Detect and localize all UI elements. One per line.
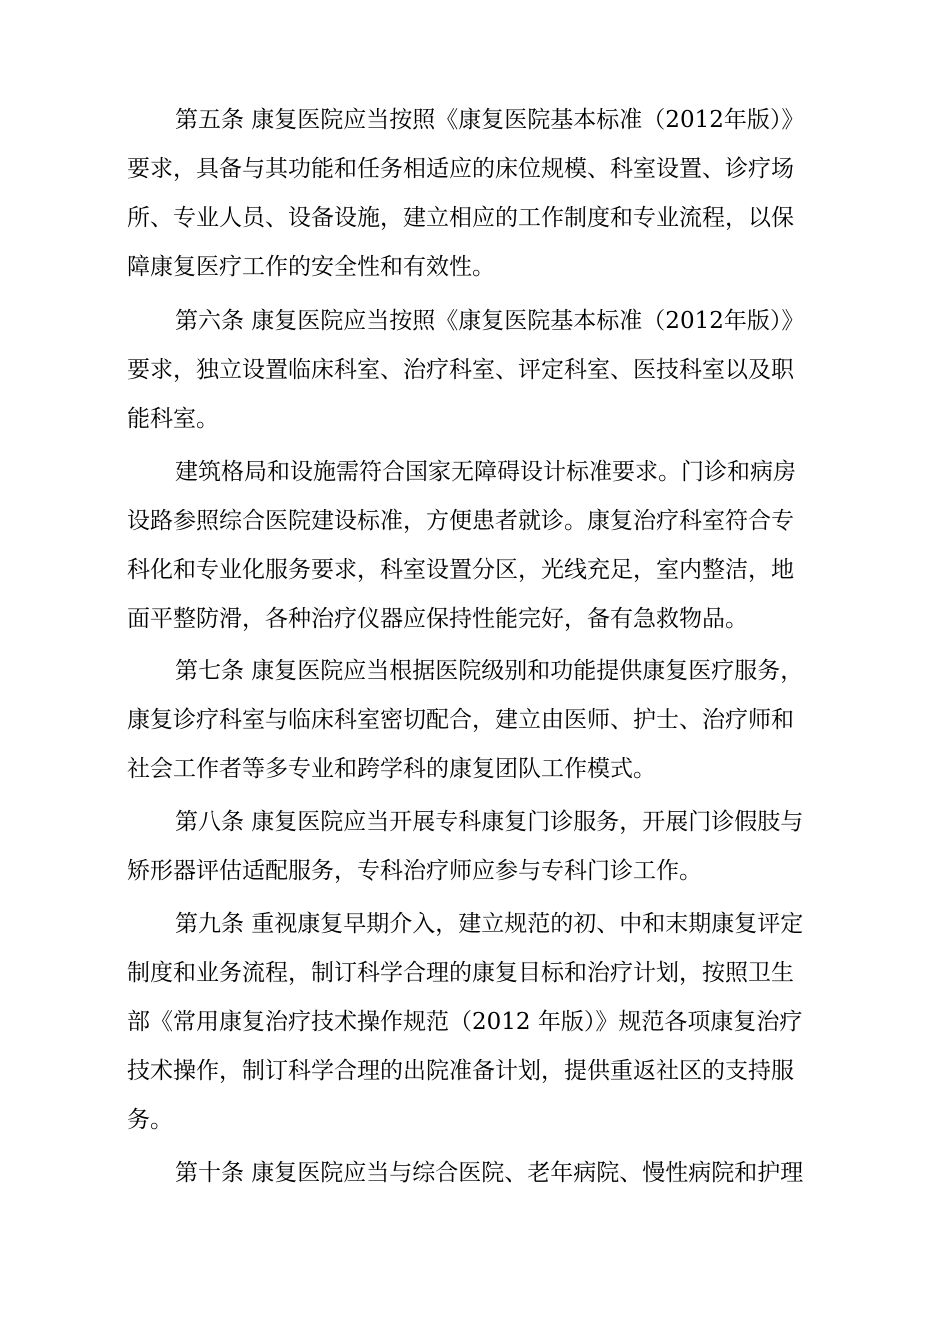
article-7-line-3: 社会工作者等多专业和跨学科的康复团队工作模式。 [127,756,656,782]
article-9-line-2: 制度和业务流程，制订科学合理的康复目标和治疗计划，按照卫生 [127,960,794,986]
article-7-line-1: 第七条 康复医院应当根据医院级别和功能提供康复医疗服务， [175,658,804,684]
article-10-line-1: 第十条 康复医院应当与综合医院、老年病院、慢性病院和护理 [175,1160,804,1186]
building-paragraph-line-3: 科化和专业化服务要求，科室设置分区，光线充足，室内整洁，地 [127,557,794,583]
article-7-line-2: 康复诊疗科室与临床科室密切配合，建立由医师、护士、治疗师和 [127,707,794,733]
article-8-line-1: 第八条 康复医院应当开展专科康复门诊服务，开展门诊假肢与 [175,809,804,835]
article-6-line-3: 能科室。 [127,406,219,432]
building-paragraph-line-1: 建筑格局和设施需符合国家无障碍设计标准要求。门诊和病房 [175,459,796,485]
article-5-line-4: 障康复医疗工作的安全性和有效性。 [127,254,495,280]
article-9-line-1: 第九条 重视康复早期介入，建立规范的初、中和末期康复评定 [175,911,804,937]
building-paragraph-line-2: 设路参照综合医院建设标准，方便患者就诊。康复治疗科室符合专 [127,508,794,534]
article-9-line-4: 技术操作，制订科学合理的出院准备计划，提供重返社区的支持服 [127,1058,794,1084]
article-5-line-1: 第五条 康复医院应当按照《康复医院基本标准（2012年版）》 [175,107,805,133]
article-5-line-2: 要求，具备与其功能和任务相适应的床位规模、科室设置、诊疗场 [127,156,794,182]
building-paragraph-line-4: 面平整防滑，各种治疗仪器应保持性能完好，备有急救物品。 [127,606,748,632]
article-9-line-3: 部《常用康复治疗技术操作规范（2012 年版）》规范各项康复治疗 [127,1009,803,1035]
article-6-line-1: 第六条 康复医院应当按照《康复医院基本标准（2012年版）》 [175,308,805,334]
article-9-line-5: 务。 [127,1107,173,1133]
article-6-line-2: 要求，独立设置临床科室、治疗科室、评定科室、医技科室以及职 [127,357,794,383]
article-8-line-2: 矫形器评估适配服务，专科治疗师应参与专科门诊工作。 [127,858,702,884]
article-5-line-3: 所、专业人员、设备设施，建立相应的工作制度和专业流程，以保 [127,205,794,231]
